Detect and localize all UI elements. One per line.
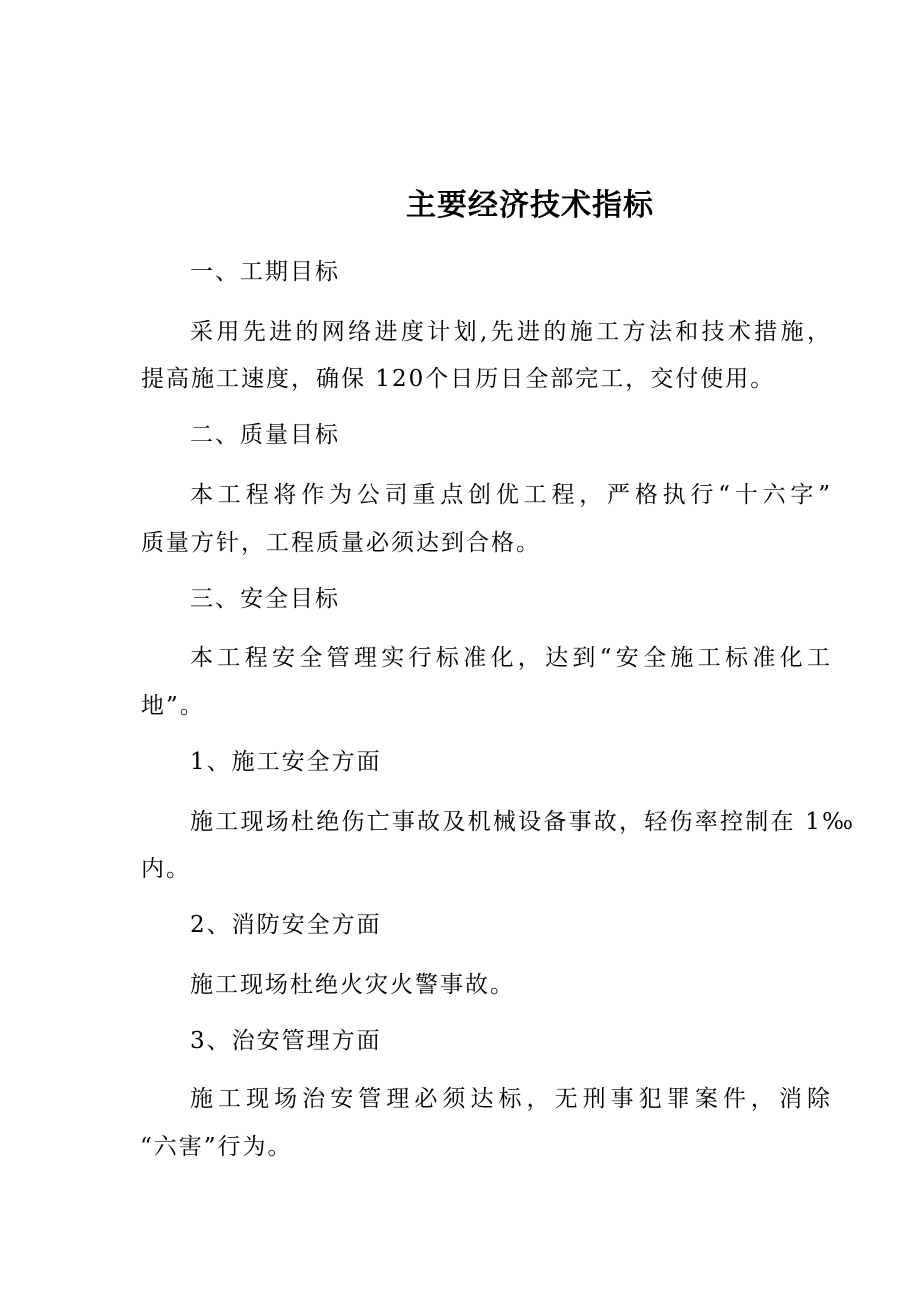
paragraph-line: 施工现场杜绝伤亡事故及机械设备事故，轻伤率控制在 1‰ [190, 809, 853, 835]
subsection-heading-construction-safety: 1、施工安全方面 [190, 749, 382, 775]
paragraph-line: 采用先进的网络进度计划,先进的施工方法和技术措施， [190, 319, 830, 345]
section-heading-schedule: 一、工期目标 [190, 259, 340, 285]
subsection-heading-public-security: 3、治安管理方面 [190, 1028, 382, 1054]
paragraph-line: 地”。 [141, 693, 205, 719]
paragraph-line: “六害”行为。 [140, 1134, 293, 1160]
document-title: 主要经济技术指标 [406, 188, 654, 223]
section-heading-safety: 三、安全目标 [190, 586, 340, 612]
paragraph-line: 施工现场治安管理必须达标，无刑事犯罪案件，消除 [190, 1086, 830, 1112]
section-heading-quality: 二、质量目标 [190, 422, 340, 448]
paragraph-line: 本工程安全管理实行标准化，达到“安全施工标准化工 [190, 645, 830, 671]
paragraph-line: 内。 [141, 856, 191, 882]
subsection-heading-fire-safety: 2、消防安全方面 [190, 912, 382, 938]
paragraph-line: 质量方针，工程质量必须达到合格。 [141, 530, 541, 556]
paragraph-line: 施工现场杜绝火灾火警事故。 [190, 972, 515, 998]
paragraph-line: 提高施工速度，确保 120个日历日全部完工，交付使用。 [141, 366, 776, 392]
paragraph-line: 本工程将作为公司重点创优工程，严格执行“十六字” [190, 482, 830, 508]
